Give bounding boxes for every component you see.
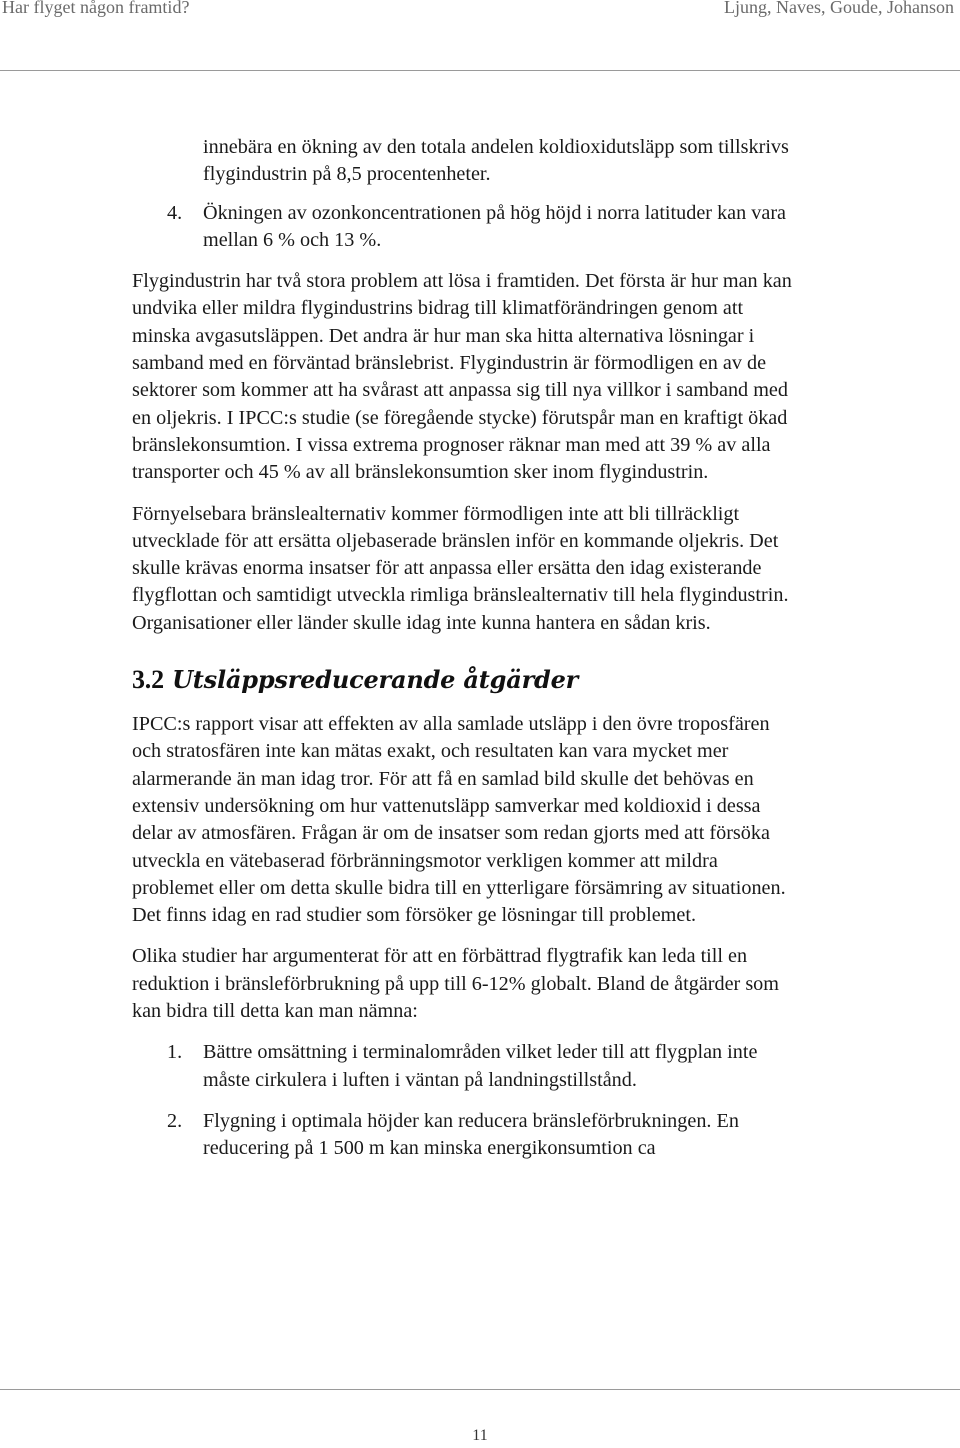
list-item-text: Ökningen av ozonkoncentrationen på hög höjd i norra latituder kan vara mellan 6 % och 13 %. <box>203 201 787 251</box>
section-heading <box>132 665 796 695</box>
list-item-continuation: innebära en ökning av den totala andelen koldioxidutsläpp som tillskrivs flygindustrin på 8,5 procentenheter. <box>203 136 789 186</box>
paragraph-renewable-fuels: Förnyelsebara bränslealternativ kommer förmodligen inte att bli tillräckligt utvecklade för att ersätta oljebaserade bränslen inför en kommande oljekris. Det skulle krävas enorma insatser för att anpassa eller ersätta den idag existerande flygflottan och samtidigt utveckla rimliga bränslealternativ till hela flygindustrin. Organisationer eller länder skulle idag inte kunna hantera en sådan kris. <box>132 502 789 634</box>
page-body <box>132 134 796 1163</box>
measure-item-2 <box>132 1108 796 1163</box>
measure-number: 1. <box>167 1041 183 1064</box>
paragraph-challenges: Flygindustrin har två stora problem att lösa i framtiden. Det första är hur man kan undvika eller mildra flygindustrins bidrag till klimatförändringen genom att minska avgasutsläppen. Det andra är hur man ska hitta alternativa lösningar i samband med en förväntad bränslebrist. Flygindustrin är förmodligen en av de sektorer som kommer att ha svårast att anpassa sig till nya villkor i samband med en oljekris. I IPCC:s studie (se föregående stycke) förutspår man en kraftigt ökad bränslekonsumtion. I vissa extrema prognoser räknar man med att 39 % av alla transporter och 45 % av all bränslekonsumtion sker inom flygindustrin. <box>132 270 792 484</box>
list-item-number: 4. <box>167 201 183 224</box>
measure-number: 2. <box>167 1109 183 1132</box>
page-number: 11 <box>472 1427 488 1444</box>
header-divider <box>0 70 960 71</box>
measure-text: Bättre omsättning i terminalområden vilket leder till att flygplan inte måste cirkulera i luften i väntan på landningstillstånd. <box>203 1041 758 1091</box>
section-title: Utsläppsreducerande åtgärder <box>172 665 579 695</box>
list-item-4 <box>132 200 796 255</box>
running-authors: Ljung, Naves, Goude, Johanson <box>724 0 954 17</box>
page-header <box>0 0 960 22</box>
footer-divider <box>0 1389 960 1390</box>
paragraph-ipcc-report: IPCC:s rapport visar att effekten av alla samlade utsläpp i den övre troposfären och stratosfären inte kan mätas exakt, och resultaten kan vara mycket mer alarmerande än man idag tror. För att få en samlad bild skulle det behövas en extensiv undersökning om hur vattenutsläpp samverkar med koldioxid i dessa delar av atmosfären. Frågan är om de insatser som redan gjorts med att försöka utveckla en vätebaserad förbränningsmotor verkligen kommer att mildra problemet eller om detta skulle bidra till en ytterligare försämring av situationen. Det finns idag en rad studier som försöker ge lösningar till problemet. <box>132 713 786 927</box>
measure-item-1 <box>132 1039 796 1094</box>
paragraph-studies: Olika studier har argumenterat för att en förbättrad flygtrafik kan leda till en reduktion i bränsleförbrukning på upp till 6-12% globalt. Bland de åtgärder som kan bidra till detta kan man nämna: <box>132 945 779 1023</box>
measure-text: Flygning i optimala höjder kan reducera bränsleförbrukningen. En reducering på 1 500 m kan minska energikonsumtion ca <box>203 1109 739 1160</box>
section-number: 3.2 <box>132 665 164 695</box>
running-title: Har flyget någon framtid? <box>2 0 190 17</box>
